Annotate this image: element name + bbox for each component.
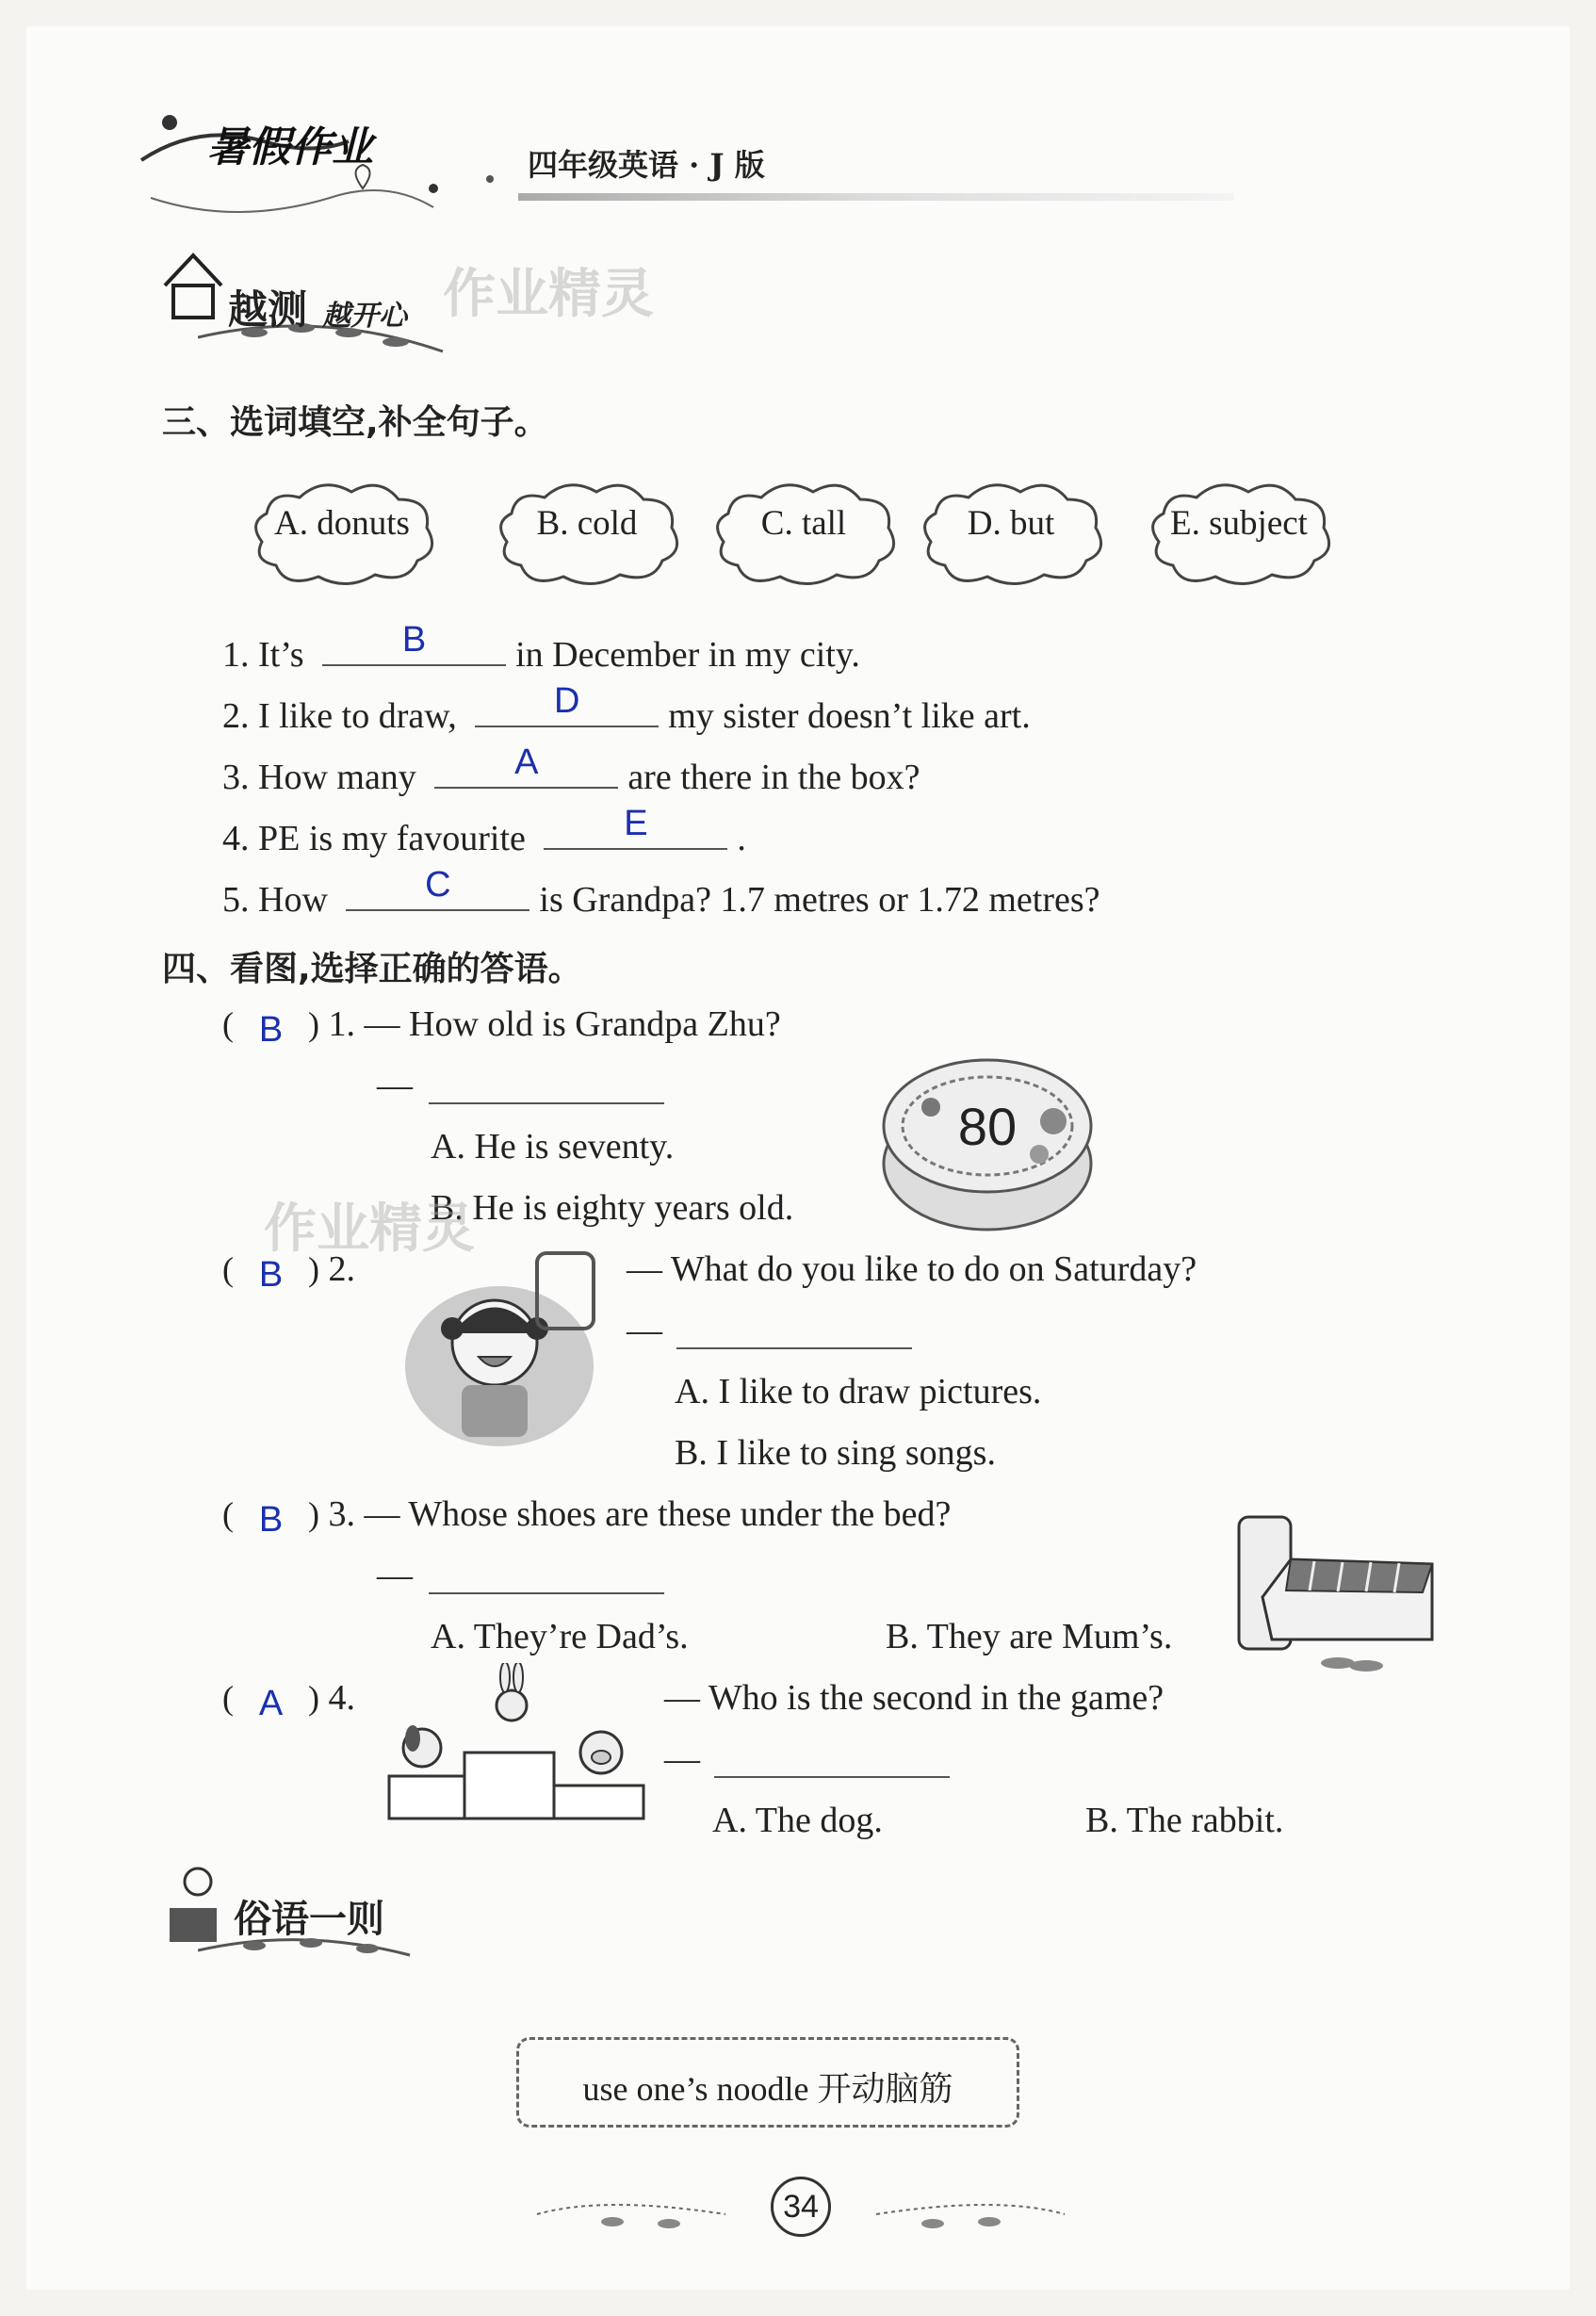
q3-row xyxy=(222,1493,952,1540)
q2-number: 2. xyxy=(328,1249,355,1289)
q4-option-a: A. The dog. xyxy=(712,1801,883,1840)
paren-open: ( xyxy=(222,1679,234,1717)
fill-in-item xyxy=(222,620,860,676)
item-prefix: 5. How xyxy=(222,880,328,920)
banner-subtitle: 越开心 xyxy=(322,300,407,333)
paren-close: ) xyxy=(308,1679,319,1717)
q4-number: 4. xyxy=(328,1678,355,1718)
brand-title: 暑假作业 xyxy=(207,123,373,171)
word-option-cloud xyxy=(488,471,686,594)
paren-open: ( xyxy=(222,1495,234,1533)
q2-answer-line[interactable] xyxy=(676,1347,912,1349)
page-footer xyxy=(528,2177,1074,2252)
q1-answer-line[interactable] xyxy=(429,1102,664,1104)
watermark: 作业精灵 xyxy=(443,264,654,325)
fill-in-item xyxy=(222,804,746,859)
paren-open: ( xyxy=(222,1005,234,1043)
q1-row xyxy=(222,1003,781,1050)
item-suffix: is Grandpa? 1.7 metres or 1.72 metres? xyxy=(539,880,1100,920)
q3-answer-line[interactable] xyxy=(429,1592,664,1594)
q3-option-a: A. They’re Dad’s. xyxy=(431,1617,689,1656)
q2-dash: — xyxy=(627,1311,662,1350)
word-option-label: E. subject xyxy=(1170,504,1308,543)
answer-blank[interactable] xyxy=(434,742,618,789)
answer-blank[interactable] xyxy=(544,804,727,850)
q2-option-a: A. I like to draw pictures. xyxy=(675,1372,1042,1411)
word-option-cloud xyxy=(243,471,441,594)
q4-answer: A xyxy=(258,1684,284,1723)
filled-answer: B xyxy=(401,620,427,660)
word-option-cloud xyxy=(1140,471,1338,594)
fill-in-item xyxy=(222,865,1100,921)
fill-in-item xyxy=(222,742,920,798)
girl-singing-icon xyxy=(396,1244,612,1451)
item-prefix: 2. I like to draw, xyxy=(222,696,457,736)
answer-blank[interactable] xyxy=(346,865,529,911)
part4-heading: 四、看图,选择正确的答语。 xyxy=(162,950,582,988)
q3-answer: B xyxy=(258,1500,284,1540)
item-suffix: my sister doesn’t like art. xyxy=(668,696,1031,736)
filled-answer: E xyxy=(624,804,648,843)
word-option-cloud xyxy=(912,471,1110,594)
filled-answer: C xyxy=(425,865,451,905)
q3-option-b: B. They are Mum’s. xyxy=(886,1617,1173,1656)
banner-title: 越测 xyxy=(228,286,308,333)
part3-heading: 三、选词填空,补全句子。 xyxy=(162,403,548,442)
q2-question: — What do you like to do on Saturday? xyxy=(627,1249,1197,1289)
word-option-label: D. but xyxy=(967,504,1055,543)
q4-dash: — xyxy=(664,1739,700,1779)
q1-number: 1. xyxy=(328,1004,355,1044)
q4-answer-line[interactable] xyxy=(714,1776,950,1778)
q1-dash: — xyxy=(377,1066,413,1105)
paren-open: ( xyxy=(222,1250,234,1288)
birthday-cake-icon xyxy=(874,1051,1100,1239)
word-option-cloud xyxy=(705,471,903,594)
proverb-box xyxy=(516,2037,1019,2128)
item-prefix: 4. PE is my favourite xyxy=(222,819,526,858)
grade-subtitle: 四年级英语 · J 版 xyxy=(528,147,765,183)
answer-blank[interactable] xyxy=(322,620,506,666)
proverb-banner xyxy=(160,1861,443,1974)
q2-row xyxy=(222,1248,355,1295)
section-banner xyxy=(160,243,688,366)
word-option-label: C. tall xyxy=(760,504,847,543)
q1-question: — How old is Grandpa Zhu? xyxy=(364,1004,781,1044)
cake-number: 80 xyxy=(957,1097,1018,1156)
paren-close: ) xyxy=(308,1250,319,1288)
q4-row xyxy=(222,1677,355,1723)
paren-close: ) xyxy=(308,1495,319,1533)
q3-number: 3. xyxy=(328,1494,355,1534)
header xyxy=(122,85,1234,226)
page-number-text: 34 xyxy=(783,2189,819,2225)
page-number xyxy=(771,2177,831,2237)
q2-answer: B xyxy=(258,1255,284,1295)
q1-option-a: A. He is seventy. xyxy=(431,1127,675,1166)
header-rule xyxy=(518,193,1234,201)
watermark-2: 作业精灵 xyxy=(264,1199,475,1260)
q3-dash: — xyxy=(377,1556,413,1595)
answer-blank[interactable] xyxy=(475,681,659,727)
q2-option-b: B. I like to sing songs. xyxy=(675,1433,996,1473)
fill-in-item xyxy=(222,681,1031,737)
filled-answer: D xyxy=(553,681,580,721)
q4-option-b: B. The rabbit. xyxy=(1085,1801,1284,1840)
podium-animals-icon xyxy=(384,1663,648,1823)
paren-close: ) xyxy=(308,1005,319,1043)
q3-question: — Whose shoes are these under the bed? xyxy=(364,1494,952,1534)
word-option-label: A. donuts xyxy=(274,504,410,543)
item-suffix: are there in the box? xyxy=(627,758,920,797)
proverb-title: 俗语一则 xyxy=(234,1898,384,1941)
proverb-text: use one’s noodle 开动脑筋 xyxy=(582,2070,953,2108)
bed-icon xyxy=(1234,1508,1441,1677)
q1-answer: B xyxy=(258,1010,284,1050)
filled-answer: A xyxy=(514,742,539,782)
word-option-label: B. cold xyxy=(536,504,638,543)
item-prefix: 3. How many xyxy=(222,758,416,797)
q4-question: — Who is the second in the game? xyxy=(664,1678,1164,1718)
item-prefix: 1. It’s xyxy=(222,635,304,675)
item-suffix: in December in my city. xyxy=(515,635,860,675)
q1-option-b: B. He is eighty years old. xyxy=(431,1188,794,1228)
item-suffix: . xyxy=(737,819,746,858)
